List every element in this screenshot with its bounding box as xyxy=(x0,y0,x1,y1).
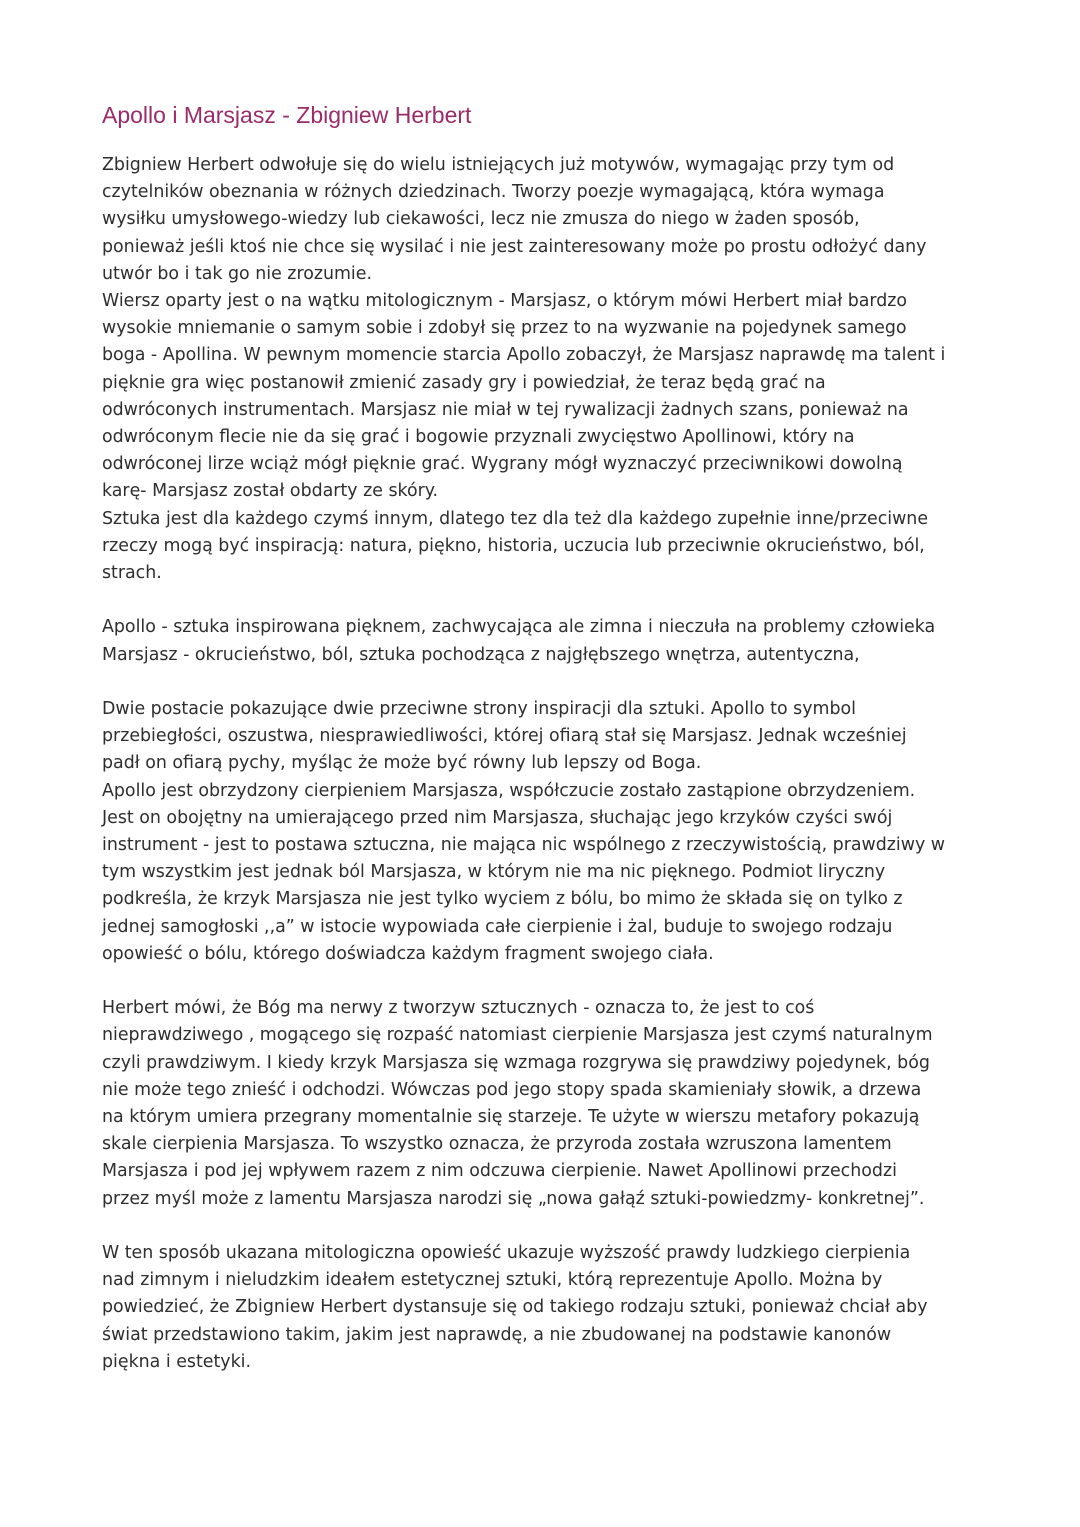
paragraph-line: Dwie postacie pokazujące dwie przeciwne strony inspiracji dla sztuki. Apollo to symbol xyxy=(102,699,856,720)
paragraph xyxy=(102,778,982,968)
paragraph-gap xyxy=(102,1213,982,1240)
paragraph xyxy=(102,696,982,778)
paragraph-line: przebiegłości, oszustwa, niesprawiedliwości, której ofiarą stał się Marsjasz. Jednak wcześniej xyxy=(102,726,907,747)
paragraph-gap xyxy=(102,587,982,614)
paragraph-line: utwór bo i tak go nie zrozumie. xyxy=(102,263,372,284)
paragraph xyxy=(102,995,982,1213)
paragraph-line: piękna i estetyki. xyxy=(102,1351,252,1372)
paragraph-line: karę- Marsjasz został obdarty ze skóry. xyxy=(102,481,439,502)
paragraph-line: nie może tego znieść i odchodzi. Wówczas pod jego stopy spada skamieniały słowik, a drzewa xyxy=(102,1079,922,1100)
paragraph xyxy=(102,506,982,588)
paragraph-line: Apollo jest obrzydzony cierpieniem Marsjasza, współczucie zostało zastąpione obrzydzeniem. xyxy=(102,780,916,801)
paragraph-line: pięknie gra więc postanowił zmienić zasady gry i powiedział, że teraz będą grać na xyxy=(102,372,826,393)
paragraph-line: nad zimnym i nieludzkim ideałem estetycznej sztuki, którą reprezentuje Apollo. Można by xyxy=(102,1270,883,1291)
paragraph xyxy=(102,614,982,668)
document-body xyxy=(102,152,982,1376)
paragraph-line: odwróconych instrumentach. Marsjasz nie miał w tej rywalizacji żadnych szans, ponieważ na xyxy=(102,399,909,420)
paragraph-line: podkreśla, że krzyk Marsjasza nie jest tylko wyciem z bólu, bo mimo że składa się on tylko z xyxy=(102,889,903,910)
paragraph-line: strach. xyxy=(102,563,162,584)
paragraph-line: Sztuka jest dla każdego czymś innym, dlatego tez dla też dla każdego zupełnie inne/przeciwne xyxy=(102,508,929,529)
paragraph-line: powiedzieć, że Zbigniew Herbert dystansuje się od takiego rodzaju sztuki, ponieważ chciał aby xyxy=(102,1297,928,1318)
paragraph-line: na którym umiera przegrany momentalnie się starzeje. Te użyte w wierszu metafory pokazują xyxy=(102,1107,920,1128)
paragraph-line: padł on ofiarą pychy, myśląc że może być równy lub lepszy od Boga. xyxy=(102,753,702,774)
paragraph-line: odwróconym flecie nie da się grać i bogowie przyznali zwycięstwo Apollinowi, który na xyxy=(102,427,855,448)
paragraph-line: rzeczy mogą być inspiracją: natura, piękno, historia, uczucia lub przeciwnie okrucieństwo, ból, xyxy=(102,535,925,556)
paragraph-line: nieprawdziwego , mogącego się rozpaść natomiast cierpienie Marsjasza jest czymś naturalnym xyxy=(102,1025,933,1046)
paragraph-line: instrument - jest to postawa sztuczna, nie mająca nic wspólnego z rzeczywistością, prawdziwy w xyxy=(102,835,945,856)
paragraph-line: czyli prawdziwym. I kiedy krzyk Marsjasza się wzmaga rozgrywa się prawdziwy pojedynek, bóg xyxy=(102,1052,930,1073)
paragraph-line: świat przedstawiono takim, jakim jest naprawdę, a nie zbudowanej na podstawie kanonów xyxy=(102,1324,892,1345)
paragraph-line: odwróconej lirze wciąż mógł pięknie grać. Wygrany mógł wyznaczyć przeciwnikowi dowolną xyxy=(102,454,903,475)
paragraph-line: Marsjasz - okrucieństwo, ból, sztuka pochodząca z najgłębszego wnętrza, autentyczna, xyxy=(102,644,860,665)
paragraph-line: opowieść o bólu, którego doświadcza każdym fragment swojego ciała. xyxy=(102,943,714,964)
paragraph-line: jednej samogłoski ,,a” w istocie wypowiada całe cierpienie i żal, buduje to swojego rodzaju xyxy=(102,916,893,937)
paragraph xyxy=(102,1240,982,1376)
paragraph-line: Jest on obojętny na umierającego przed nim Marsjasza, słuchając jego krzyków czyści swój xyxy=(102,807,893,828)
paragraph-line: wysiłku umysłowego-wiedzy lub ciekawości, lecz nie zmusza do niego w żaden sposób, xyxy=(102,209,860,230)
paragraph xyxy=(102,288,982,506)
paragraph-line: Marsjasza i pod jej wpływem razem z nim odczuwa cierpienie. Nawet Apollinowi przechodzi xyxy=(102,1161,897,1182)
paragraph-line: przez myśl może z lamentu Marsjasza narodzi się „nowa gałąź sztuki-powiedzmy- konkretnej”. xyxy=(102,1188,925,1209)
paragraph-line: wysokie mniemanie o samym sobie i zdobył się przez to na wyzwanie na pojedynek samego xyxy=(102,318,907,339)
paragraph-line: skale cierpienia Marsjasza. To wszystko oznacza, że przyroda została wzruszona lamentem xyxy=(102,1134,892,1155)
paragraph-line: ponieważ jeśli ktoś nie chce się wysilać i nie jest zainteresowany może po prostu odłożyć dany xyxy=(102,236,927,257)
paragraph-line: tym wszystkim jest jednak ból Marsjasza, w którym nie ma nic pięknego. Podmiot liryczny xyxy=(102,862,886,883)
paragraph-line: Wiersz oparty jest o na wątku mitologicznym - Marsjasz, o którym mówi Herbert miał bardzo xyxy=(102,291,908,312)
document-title: Apollo i Marsjasz - Zbigniew Herbert xyxy=(102,102,472,128)
paragraph-line: Zbigniew Herbert odwołuje się do wielu istniejących już motywów, wymagając przy tym od xyxy=(102,155,895,175)
paragraph-gap xyxy=(102,669,982,696)
paragraph-line: Herbert mówi, że Bóg ma nerwy z tworzyw sztucznych - oznacza to, że jest to coś xyxy=(102,998,815,1019)
paragraph-line: czytelników obeznania w różnych dziedzinach. Tworzy poezje wymagającą, która wymaga xyxy=(102,182,885,203)
paragraph xyxy=(102,152,982,288)
paragraph-line: Apollo - sztuka inspirowana pięknem, zachwycająca ale zimna i nieczuła na problemy człowieka xyxy=(102,617,936,638)
paragraph-line: W ten sposób ukazana mitologiczna opowieść ukazuje wyższość prawdy ludzkiego cierpienia xyxy=(102,1243,911,1264)
paragraph-line: boga - Apollina. W pewnym momencie starcia Apollo zobaczył, że Marsjasz naprawdę ma talent i xyxy=(102,345,946,366)
paragraph-gap xyxy=(102,968,982,995)
